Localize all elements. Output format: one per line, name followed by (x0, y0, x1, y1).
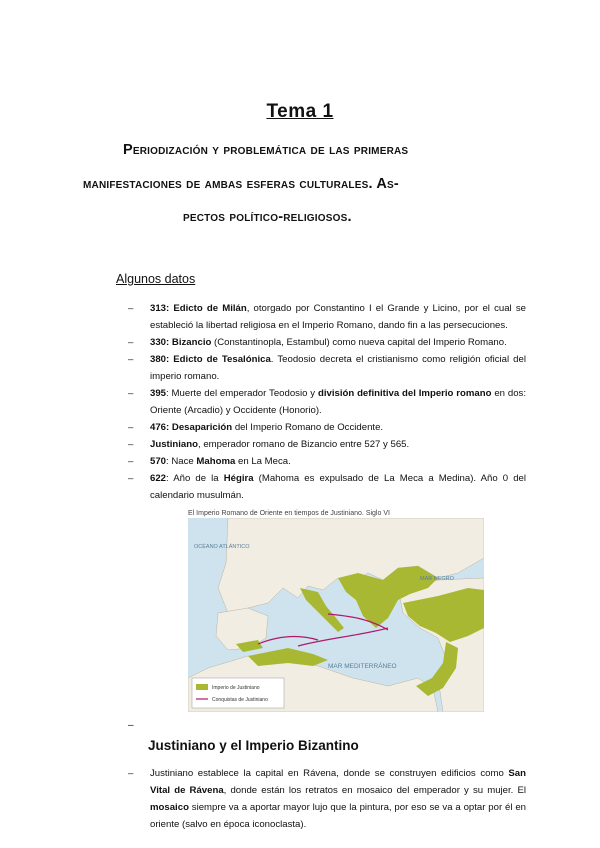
section-title: Algunos datos (116, 272, 196, 286)
page-title: Tema 1 (266, 101, 334, 122)
empty-list-bullet: – (128, 720, 134, 731)
map-sea-label: MAR MEDITERRÁNEO (328, 663, 397, 670)
map-caption: El Imperio Romano de Oriente en tiempos de Justiniano. Siglo VI (188, 510, 390, 517)
heading-line-1: Periodización y problemática de las primeras (123, 142, 409, 158)
list-item: – 395: Muerte del emperador Teodosio y división definitiva del Imperio romano en dos: Oriente (Arcadio) y Occidente (Honorio). (128, 388, 527, 416)
list-item: – 622: Año de la Hégira (Mahoma es expulsado de La Meca a Medina). Año 0 del calendario musulmán. (128, 473, 526, 501)
section-subheading: Justiniano y el Imperio Bizantino (148, 738, 359, 753)
body-list (110, 765, 526, 833)
facts-list (110, 300, 526, 504)
map-legend-box (192, 678, 284, 708)
heading-line-3: pectos político-religiosos. (183, 209, 352, 225)
list-item: – Justiniano establece la capital en Rávena, donde se construyen edificios como San Vital de Rávena, donde están los retratos en mosaico del emperador y su mujer. El mosaico siempre va a aportar mayor lujo que la pintura, por eso se va a optar por él en oriente (salvo en época iconoclasta). (128, 768, 526, 830)
heading-line-2: manifestaciones de ambas esferas culturales. As- (83, 176, 399, 192)
map-legend-label-conquest: Conquistas de Justiniano (212, 697, 268, 703)
list-item: – 476: Desaparición del Imperio Romano de Occidente. (128, 422, 384, 433)
list-item: – 570: Nace Mahoma en La Meca. (128, 456, 291, 467)
map-legend-label-empire: Imperio de Justiniano (212, 685, 260, 691)
list-item: – Justiniano, emperador romano de Bizancio entre 527 y 565. (128, 439, 410, 450)
byzantine-empire-map (188, 518, 484, 712)
map-black-sea-label: MAR NEGRO (420, 576, 454, 582)
list-item: – 313: Edicto de Milán, otorgado por Constantino I el Grande y Licino, por el cual se estableció la libertad religiosa en el Imperio Romano, dando fin a las persecuciones. (128, 303, 526, 331)
list-item: – 380: Edicto de Tesalónica. Teodosio decreta el cristianismo como religión oficial del imperio romano. (128, 354, 526, 382)
list-item: – 330: Bizancio (Constantinopla, Estambul) como nueva capital del Imperio Romano. (128, 337, 507, 348)
map-ocean-label: OCÉANO ATLÁNTICO (194, 544, 250, 550)
map-legend-swatch-empire (196, 684, 208, 690)
